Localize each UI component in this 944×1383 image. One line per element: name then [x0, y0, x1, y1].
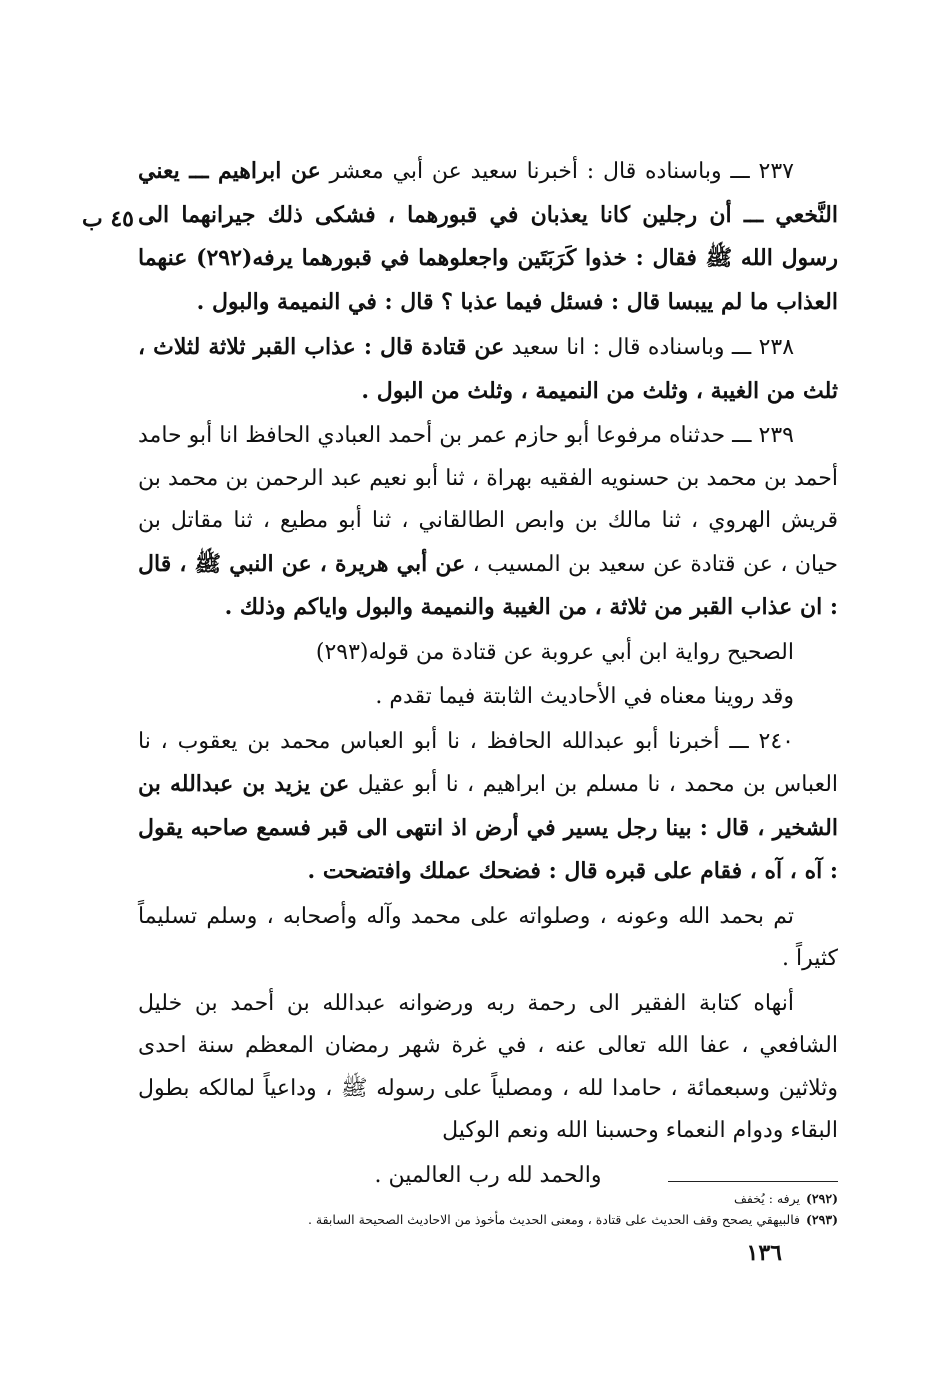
- bold-text: عن قتادة قال : عذاب القبر ثلاثة لثلاث ، ثلث من الغيبة ، وثلث من النميمة ، وثلث من البول .: [138, 334, 838, 404]
- paragraph-p239: [138, 415, 838, 630]
- page-number: ١٣٦: [746, 1240, 782, 1266]
- footnote-item: [138, 1188, 838, 1209]
- footnote-number: (٢٩٢): [806, 1191, 838, 1206]
- footnotes: [138, 1188, 838, 1230]
- text-segment: تم بحمد الله وعونه ، وصلواته على محمد وآله وأصحابه ، وسلم تسليماً كثيراً .: [138, 903, 838, 971]
- text-segment: الصحيح رواية ابن أبي عروبة عن قتادة من قوله(٢٩٣): [315, 639, 794, 665]
- text-segment: والحمد لله رب العالمين .: [374, 1162, 602, 1188]
- paragraph-p-anhaa: [138, 983, 838, 1153]
- bold-text: عن يزيد بن عبدالله بن الشخير ، قال : بينا رجل يسير في أرض اذ انتهى الى قبر فسمع صاحبه يقول : آه ، آه ، فقام على قبره قال : فضحك عملك وافتضحت .: [138, 771, 838, 884]
- bold-text: عن أبي هريرة ، عن النبي ﷺ ، قال : ان عذاب القبر من ثلاثة ، من الغيبة والنميمة والبول واياكم وذلك .: [138, 550, 838, 620]
- paragraph-p237: [138, 150, 838, 324]
- footnote-divider: [668, 1181, 838, 1182]
- footnote-number: (٢٩٣): [806, 1212, 838, 1227]
- margin-folio-note: ٤٥ ب: [81, 206, 134, 232]
- footnote-text: يرفه : يُخفف: [733, 1191, 800, 1206]
- footnote-text: فالبيهقي يصحح وقف الحديث على قتادة ، ومعنى الحديث مأخوذ من الاحاديث الصحيحة السابقة .: [307, 1212, 800, 1227]
- paragraph-p-sahih: [138, 632, 838, 675]
- text-segment: ٢٣٨ ـــ وباسناده قال : انا سعيد: [504, 335, 795, 360]
- paragraph-p-rawayna: [138, 676, 838, 719]
- text-segment: أنهاه كتابة الفقير الى رحمة ربه ورضوانه عبدالله بن أحمد بن خليل الشافعي ، عفا الله تعالى عنه ، في غرة شهر رمضان المعظم سنة احدى وثلاثين وسبعمائة ، حامدا لله ، ومصلياً على رسوله ﷺ ، وداعياً لمالكه بطول البقاء ودوام النعماء وحسبنا الله ونعم الوكيل: [138, 990, 838, 1143]
- text-segment: ٢٣٧ ـــ وباسناده قال : أخبرنا سعيد عن أبي معشر: [320, 159, 794, 184]
- text-segment: وقد روينا معناه في الأحاديث الثابتة فيما تقدم .: [375, 684, 794, 709]
- paragraph-p240: [138, 721, 838, 894]
- footnote-item: [138, 1209, 838, 1230]
- main-text: [138, 150, 838, 1199]
- bold-text: عن ابراهيم ـــ يعني النَّخعي ـــ أن رجلين كانا يعذبان في قبورهما ، فشكى ذلك جيرانهما الى رسول الله ﷺ فقال : خذوا كَرَبَتَين واجعلوهما في قبورهما يرفه(٢٩٢) عنهما العذاب ما لم ييبسا قال : فسئل فيما عذبا ؟ قال : في النميمة والبول .: [138, 158, 838, 315]
- text-segment: ٢٤٠ ـــ أخبرنا أبو عبدالله الحافظ ، نا أبو العباس محمد بن يعقوب ، نا العباس بن محمد ، نا مسلم بن ابراهيم ، نا أبو عقيل: [138, 728, 839, 797]
- paragraph-p-tamma: [138, 896, 838, 981]
- paragraph-p238: [138, 326, 838, 413]
- text-segment: ٢٣٩ ـــ حدثناه مرفوعا أبو حازم عمر بن أحمد العبادي الحافظ انا أبو حامد أحمد بن محمد بن حسنويه الفقيه بهراة ، ثنا أبو نعيم عبد الرحمن بن محمد بن قريش الهروي ، ثنا مالك بن وابص الطالقاني ، ثنا أبو مطيع ، ثنا مقاتل بن حيان ، عن قتادة عن سعيد بن المسيب ،: [138, 423, 838, 577]
